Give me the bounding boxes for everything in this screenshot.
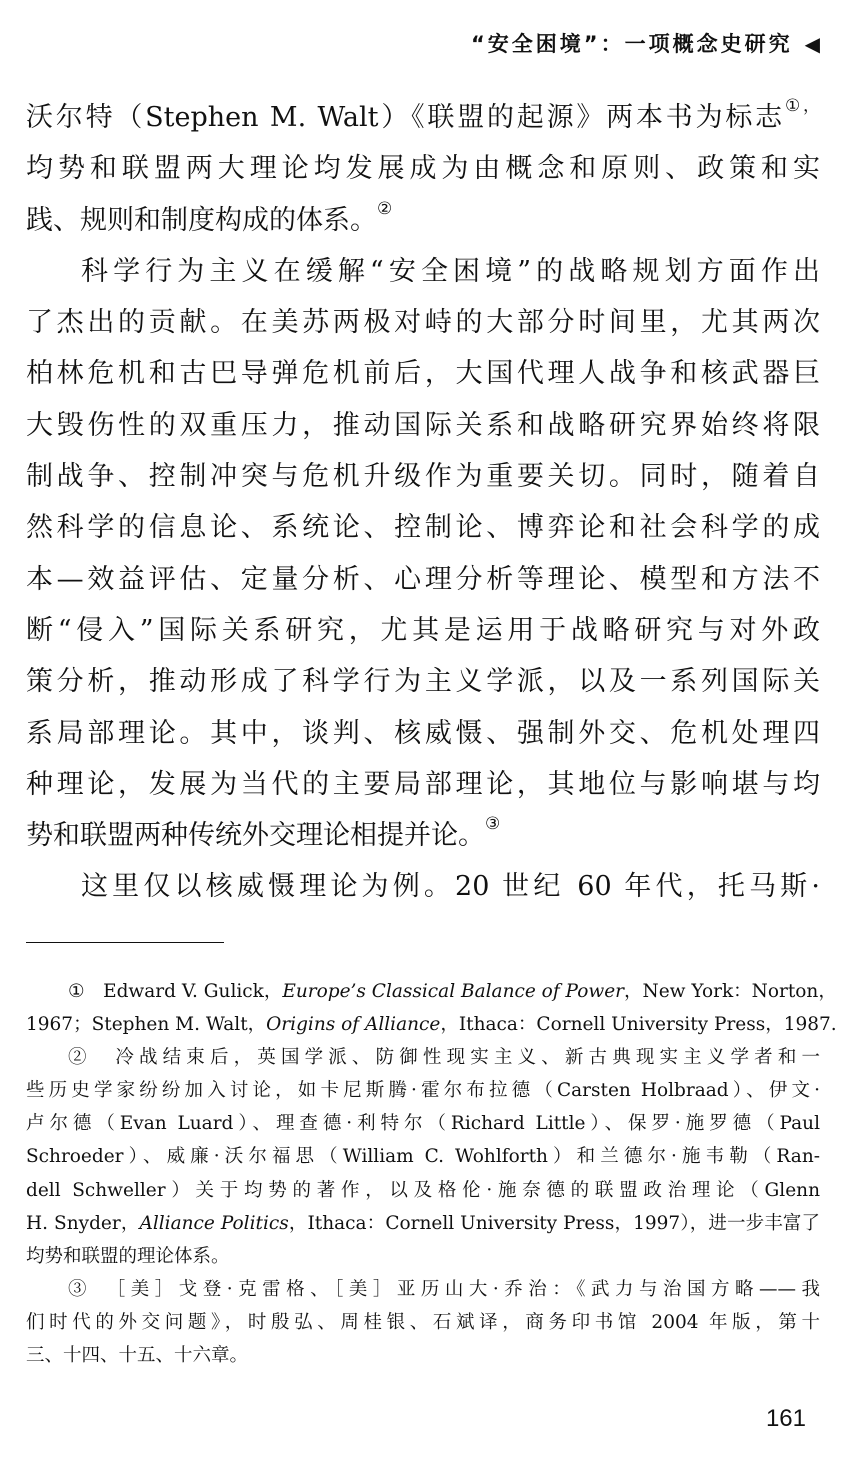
text-line: 沃尔特（Stephen M. Walt）《联盟的起源》两本书为标志①， [26,96,820,133]
footnote-ref-1[interactable]: ①， [784,96,820,116]
page-number: 161 [765,1405,806,1432]
triangle-marker-icon: ◀ [804,32,820,56]
text-line: 势和联盟两种传统外交理论相提并论。③ [26,814,501,852]
text-line: 策分析，推动形成了科学行为主义学派，以及一系列国际关 [26,666,820,698]
text-line: 践、规则和制度构成的体系。② [26,198,393,236]
text-line: 系局部理论。其中，谈判、核威慑、强制外交、危机处理四 [26,717,820,749]
footnote-ref-2[interactable]: ② [377,198,393,219]
footnotes [26,975,837,1372]
text-line: 种理论，发展为当代的主要局部理论，其地位与影响堪与均 [26,768,820,800]
text-line: 然科学的信息论、系统论、控制论、博弈论和社会科学的成 [26,512,820,544]
footnote-ref-3[interactable]: ③ [485,814,501,835]
footnote-line: Schroeder）、威廉·沃尔福思（William C. Wohlforth）和兰德尔·施韦勒（Ran- [26,1146,820,1168]
text-line: 制战争、控制冲突与危机升级作为重要关切。同时，随着自 [26,461,820,493]
footnote-line: ② 冷战结束后，英国学派、防御性现实主义、新古典现实主义学者和一 [68,1047,820,1069]
main-text [26,92,820,913]
running-title: “安全困境”：一项概念史研究 [471,32,793,56]
footnote-line: 1967；Stephen M. Walt，Origins of Alliance，Ithaca：Cornell University Press，1987. [26,1014,837,1036]
footnote-line: 们时代的外交问题》，时殷弘、周桂银、石斌译，商务印书馆 2004 年版，第十 [26,1311,820,1333]
text-line: 了杰出的贡献。在美苏两极对峙的大部分时间里，尤其两次 [26,307,820,339]
footnote-divider [26,942,224,943]
text-line: 断“侵入”国际关系研究，尤其是运用于战略研究与对外政 [26,614,820,646]
footnote-line: ① Edward V. Gulick，Europe’s Classical Balance of Power，New York：Norton， [68,981,837,1002]
footnote-line: ③ ［美］戈登·克雷格、［美］亚历山大·乔治：《武力与治国方略——我 [68,1278,820,1300]
text-line: 本—效益评估、定量分析、心理分析等理论、模型和方法不 [26,563,820,595]
text-line: 科学行为主义在缓解“安全困境”的战略规划方面作出 [81,255,820,287]
footnote-line: 三、十四、十五、十六章。 [26,1345,249,1367]
text-line: 这里仅以核威慑理论为例。20 世纪 60 年代，托马斯· [81,871,820,903]
footnote-line: 些历史学家纷纷加入讨论，如卡尼斯腾·霍尔布拉德（Carsten Holbraad）、伊文· [26,1080,820,1102]
footnote-line: 卢尔德（Evan Luard）、理查德·利特尔（Richard Little）、保罗·施罗德（Paul [26,1113,820,1135]
text-line: 均势和联盟两大理论均发展成为由概念和原则、政策和实 [26,153,820,185]
footnote-line: 均势和联盟的理论体系。 [26,1245,230,1267]
text-line: 大毁伤性的双重压力，推动国际关系和战略研究界始终将限 [26,409,820,441]
footnote-line: H. Snyder，Alliance Politics，Ithaca：Cornell University Press，1997），进一步丰富了 [26,1212,820,1234]
running-header [471,28,820,58]
text-line: 柏林危机和古巴导弹危机前后，大国代理人战争和核武器巨 [26,358,820,390]
footnote-line: dell Schweller）关于均势的著作，以及格伦·施奈德的联盟政治理论（Glenn [26,1179,820,1201]
